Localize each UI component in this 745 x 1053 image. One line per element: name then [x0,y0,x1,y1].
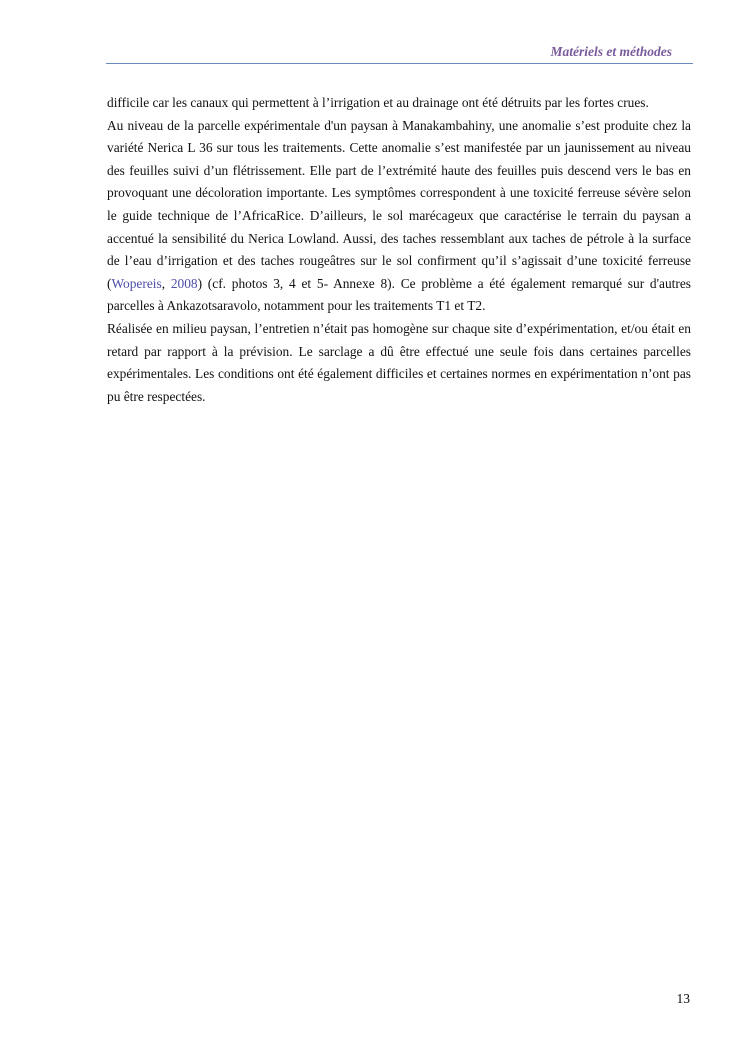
running-header-title: Matériels et méthodes [550,44,672,59]
citation-separator: , [161,275,171,291]
header-divider [106,63,693,64]
page-number: 13 [676,991,690,1006]
paragraph-anomaly [107,115,691,318]
paragraph-maintenance: Réalisée en milieu paysan, l’entretien n’était pas homogène sur chaque site d’expérimentation, et/ou était en retard par rapport à la prévision. Le sarclage a dû être effectué une seule fois dans certaines parcelles expérimentales. Les conditions ont été également difficiles et certaines normes en expérimentation n’ont pas pu être respectées. [107,320,691,404]
citation-year-link[interactable]: 2008 [170,275,198,291]
paragraph-anomaly-text-end: ) (cf. photos 3, 4 et 5- Annexe 8). Ce problème a été également remarqué sur d'autres parcelles à Ankazotsaravolo, notamment pour les traitements T1 et T2. [107,275,692,314]
paragraph-continuation: difficile car les canaux qui permettent à l’irrigation et au drainage ont été détruits par les fortes crues. [107,95,649,110]
body-text [107,92,691,408]
citation-author-link[interactable]: Wopereis [111,275,162,291]
paragraph-anomaly-text-start: Au niveau de la parcelle expérimentale d'un paysan à Manakambahiny, une anomalie s’est produite chez la variété Nerica L 36 sur tous les traitements. Cette anomalie s’est manifestée par un jaunissement au niveau des feuilles suivi d’un flétrissement. Elle part de l’extrémité haute des feuilles puis descend vers le bas en provoquant une décoloration importante. Les symptômes correspondent à une toxicité ferreuse sévère selon le guide technique de l’AfricaRice. D’ailleurs, le sol marécageux que caractérise le terrain du paysan a accentué la sensibilité du Nerica Lowland. Aussi, des taches ressemblant aux taches de pétrole à la surface de l’eau d’irrigation et des taches rougeâtres sur le sol confirment qu’il s’agissait d’une toxicité ferreuse ( [107,117,691,291]
